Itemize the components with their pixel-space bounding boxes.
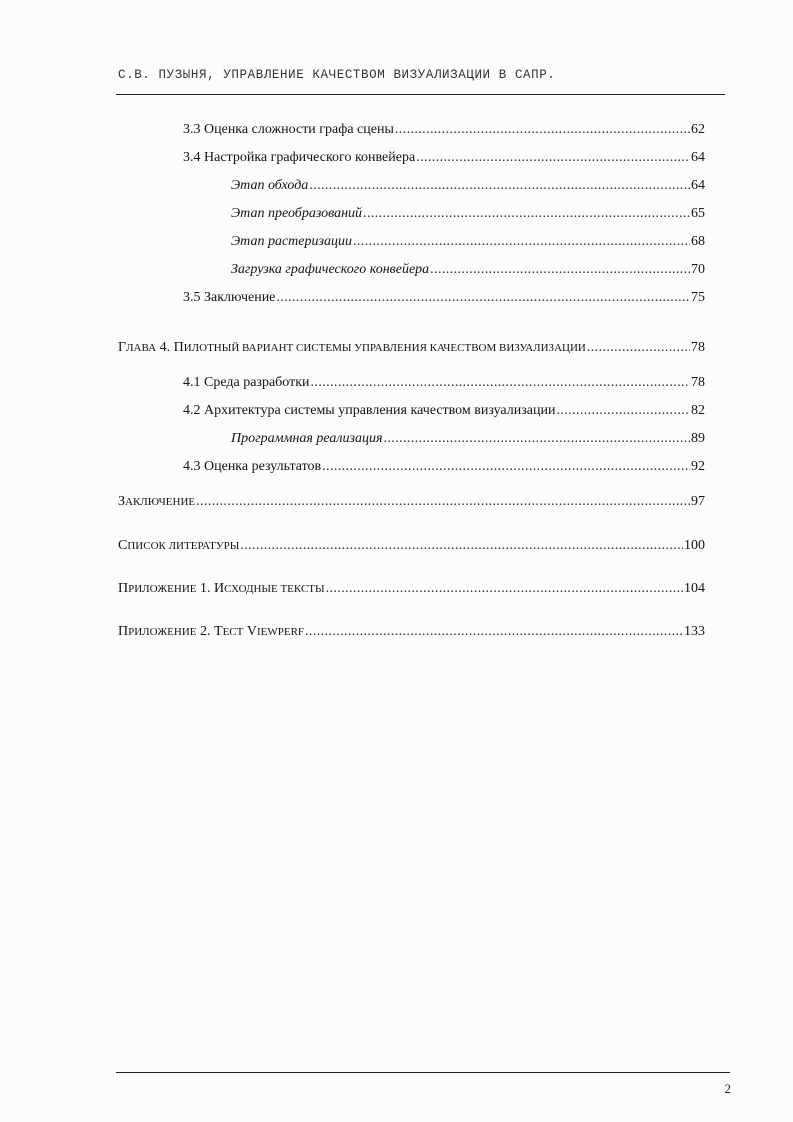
dot-leader — [240, 537, 683, 555]
page-number: 2 — [724, 1081, 731, 1096]
footer-rule — [116, 1072, 730, 1073]
toc-entry-label: ПРИЛОЖЕНИЕ 1. ИСХОДНЫЕ ТЕКСТЫ — [118, 581, 325, 596]
header-rule — [116, 94, 725, 95]
toc-entry-page: 82 — [691, 403, 705, 418]
toc-entry-transform-stage[interactable] — [231, 205, 705, 223]
toc-entry-traversal-stage[interactable] — [231, 177, 705, 195]
toc-entry-3-5[interactable] — [183, 289, 705, 307]
toc-entry-label: 4.1 Среда разработки — [183, 375, 310, 390]
toc-entry-label: ПРИЛОЖЕНИЕ 2. ТЕСТ VIEWPERF — [118, 624, 305, 639]
toc-entry-appendix-2[interactable] — [118, 623, 705, 641]
dot-leader — [430, 261, 690, 279]
toc-entry-label: 4.3 Оценка результатов — [183, 459, 322, 474]
toc-entry-label: ЗАКЛЮЧЕНИЕ — [118, 494, 196, 509]
toc-entry-page: 65 — [691, 206, 705, 221]
dot-leader — [322, 458, 690, 476]
dot-leader — [196, 493, 690, 511]
dot-leader — [384, 430, 691, 448]
toc-entry-page: 133 — [684, 624, 705, 639]
toc-entry-page: 64 — [691, 178, 705, 193]
dot-leader — [363, 205, 690, 223]
toc-entry-page: 92 — [691, 459, 705, 474]
dot-leader — [556, 402, 690, 420]
toc-entry-page: 78 — [691, 340, 705, 355]
dot-leader — [353, 233, 690, 251]
toc-entry-4-2[interactable] — [183, 402, 705, 420]
toc-entry-label: 4.2 Архитектура системы управления качеством визуализации — [183, 403, 556, 418]
toc-entry-label: СПИСОК ЛИТЕРАТУРЫ — [118, 538, 240, 553]
toc-entry-page: 70 — [691, 262, 705, 277]
toc-entry-label: 3.3 Оценка сложности графа сцены — [183, 122, 394, 137]
toc-entry-conclusion[interactable] — [118, 493, 705, 511]
toc-entry-4-1[interactable] — [183, 374, 705, 392]
toc-entry-references[interactable] — [118, 537, 705, 555]
toc-entry-label: 3.4 Настройка графического конвейера — [183, 150, 416, 165]
dot-leader — [276, 289, 690, 307]
toc-entry-page: 62 — [691, 122, 705, 137]
toc-entry-3-4[interactable] — [183, 149, 705, 167]
toc-entry-page: 75 — [691, 290, 705, 305]
toc-entry-label: Этап преобразований — [231, 206, 363, 221]
toc-entry-label: Этап растеризации — [231, 234, 352, 249]
dot-leader — [311, 374, 690, 392]
running-header: С.В. ПУЗЫНЯ, УПРАВЛЕНИЕ КАЧЕСТВОМ ВИЗУАЛИЗАЦИИ В САПР. — [118, 68, 556, 82]
toc-entry-software-implementation[interactable] — [231, 430, 705, 448]
toc-entry-page: 68 — [691, 234, 705, 249]
dot-leader — [326, 580, 683, 598]
toc-entry-chapter-4[interactable] — [118, 339, 705, 357]
toc-entry-4-3[interactable] — [183, 458, 705, 476]
dot-leader — [309, 177, 690, 195]
toc-entry-label: Программная реализация — [231, 431, 383, 446]
toc-entry-label: 3.5 Заключение — [183, 290, 276, 305]
toc-entry-rasterization-stage[interactable] — [231, 233, 705, 251]
toc-entry-page: 97 — [691, 494, 705, 509]
toc-entry-page: 89 — [691, 431, 705, 446]
toc-entry-label: Загрузка графического конвейера — [231, 262, 430, 277]
dot-leader — [587, 339, 690, 357]
dot-leader — [416, 149, 690, 167]
toc-entry-page: 64 — [691, 150, 705, 165]
toc-entry-label: Этап обхода — [231, 178, 309, 193]
toc-entry-page: 78 — [691, 375, 705, 390]
toc-entry-3-3[interactable] — [183, 121, 705, 139]
toc-entry-appendix-1[interactable] — [118, 580, 705, 598]
dot-leader — [395, 121, 690, 139]
toc-entry-page: 100 — [684, 538, 705, 553]
dot-leader — [305, 623, 683, 641]
toc-entry-label: ГЛАВА 4. ПИЛОТНЫЙ ВАРИАНТ СИСТЕМЫ УПРАВЛЕНИЯ КАЧЕСТВОМ ВИЗУАЛИЗАЦИИ — [118, 340, 586, 355]
toc-entry-pipeline-load[interactable] — [231, 261, 705, 279]
toc-entry-page: 104 — [684, 581, 705, 596]
